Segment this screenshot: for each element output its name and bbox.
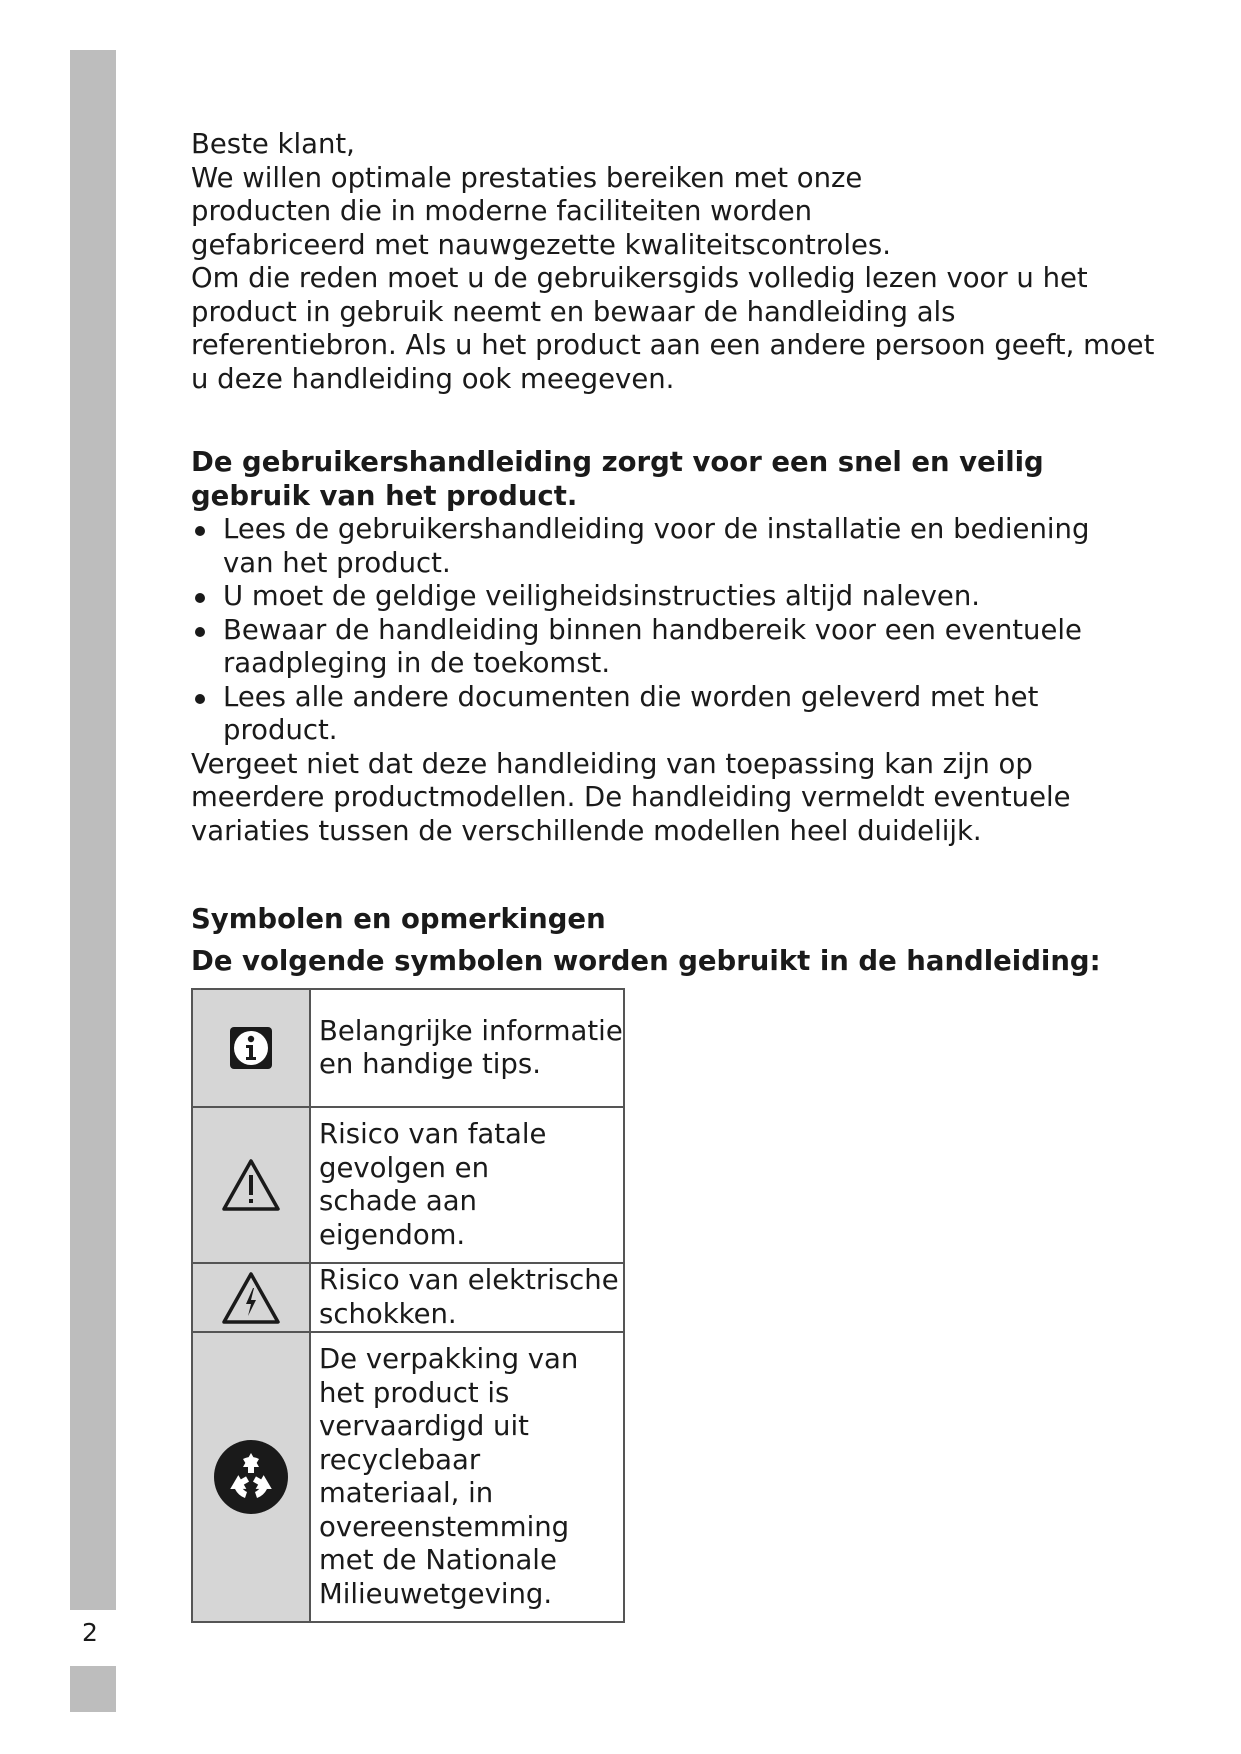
symbol-description-text: Risico van elektrische schokken.	[319, 1264, 619, 1330]
symbol-icon-cell	[192, 989, 310, 1107]
symbols-heading: Symbolen en opmerkingen	[191, 903, 606, 935]
page-number-tab	[70, 1666, 116, 1712]
table-row	[192, 1332, 624, 1622]
symbol-icon-cell	[192, 1263, 310, 1332]
page-content	[191, 128, 1161, 1623]
usage-bullet-list	[191, 513, 1161, 748]
info-icon	[193, 1025, 309, 1071]
symbol-description-text: Risico van fatale gevolgen en schade aan eigendom.	[319, 1118, 547, 1251]
symbol-description	[310, 1332, 624, 1622]
symbol-icon-cell	[192, 1332, 310, 1622]
page-number: 2	[82, 1618, 98, 1647]
table-row	[192, 1263, 624, 1332]
usage-heading: De gebruikershandleiding zorgt voor een snel en veilig gebruik van het product.	[191, 446, 1044, 512]
intro-paragraph-1: We willen optimale prestaties bereiken met onze producten die in moderne faciliteiten worden gefabriceerd met nauwgezette kwaliteitscontroles.	[191, 161, 891, 261]
recycle-icon	[193, 1439, 309, 1515]
list-item: U moet de geldige veiligheidsinstructies altijd naleven.	[191, 580, 1161, 614]
side-decoration-bar	[70, 50, 116, 1610]
usage-section	[191, 446, 1161, 848]
symbol-description: Belangrijke informatie en handige tips.	[310, 989, 624, 1107]
list-item: Bewaar de handleiding binnen handbereik voor een eventuele raadpleging in de toekomst.	[191, 614, 1083, 681]
greeting: Beste klant,	[191, 128, 355, 160]
list-item: Lees alle andere documenten die worden geleverd met het product.	[191, 681, 1161, 748]
usage-closing: Vergeet niet dat deze handleiding van toepassing kan zijn op meerdere productmodellen. De handleiding vermeldt eventuele variaties tussen de verschillende modellen heel duidelijk.	[191, 747, 1071, 847]
intro-paragraph-2: Om die reden moet u de gebruikersgids volledig lezen voor u het product in gebruik neemt en bewaar de handleiding als referentiebron. Als u het product aan een andere persoon geeft, moet u deze handleiding ook meegeven.	[191, 262, 1155, 395]
symbol-icon-cell	[192, 1107, 310, 1263]
list-item: Lees de gebruikershandleiding voor de installatie en bediening van het product.	[191, 513, 1143, 580]
table-row	[192, 1107, 624, 1263]
electric-shock-icon	[193, 1270, 309, 1326]
symbol-description	[310, 1263, 624, 1332]
intro	[191, 128, 1161, 396]
symbols-section	[191, 898, 1161, 1623]
symbol-description-text: De verpakking van het product is vervaardigd uit recyclebaar materiaal, in overeenstemming met de Nationale Milieuwetgeving.	[319, 1343, 579, 1610]
symbols-table	[191, 988, 625, 1623]
table-row	[192, 989, 624, 1107]
symbol-description	[310, 1107, 624, 1263]
warning-icon	[193, 1157, 309, 1213]
symbols-subheading: De volgende symbolen worden gebruikt in de handleiding:	[191, 945, 1101, 977]
